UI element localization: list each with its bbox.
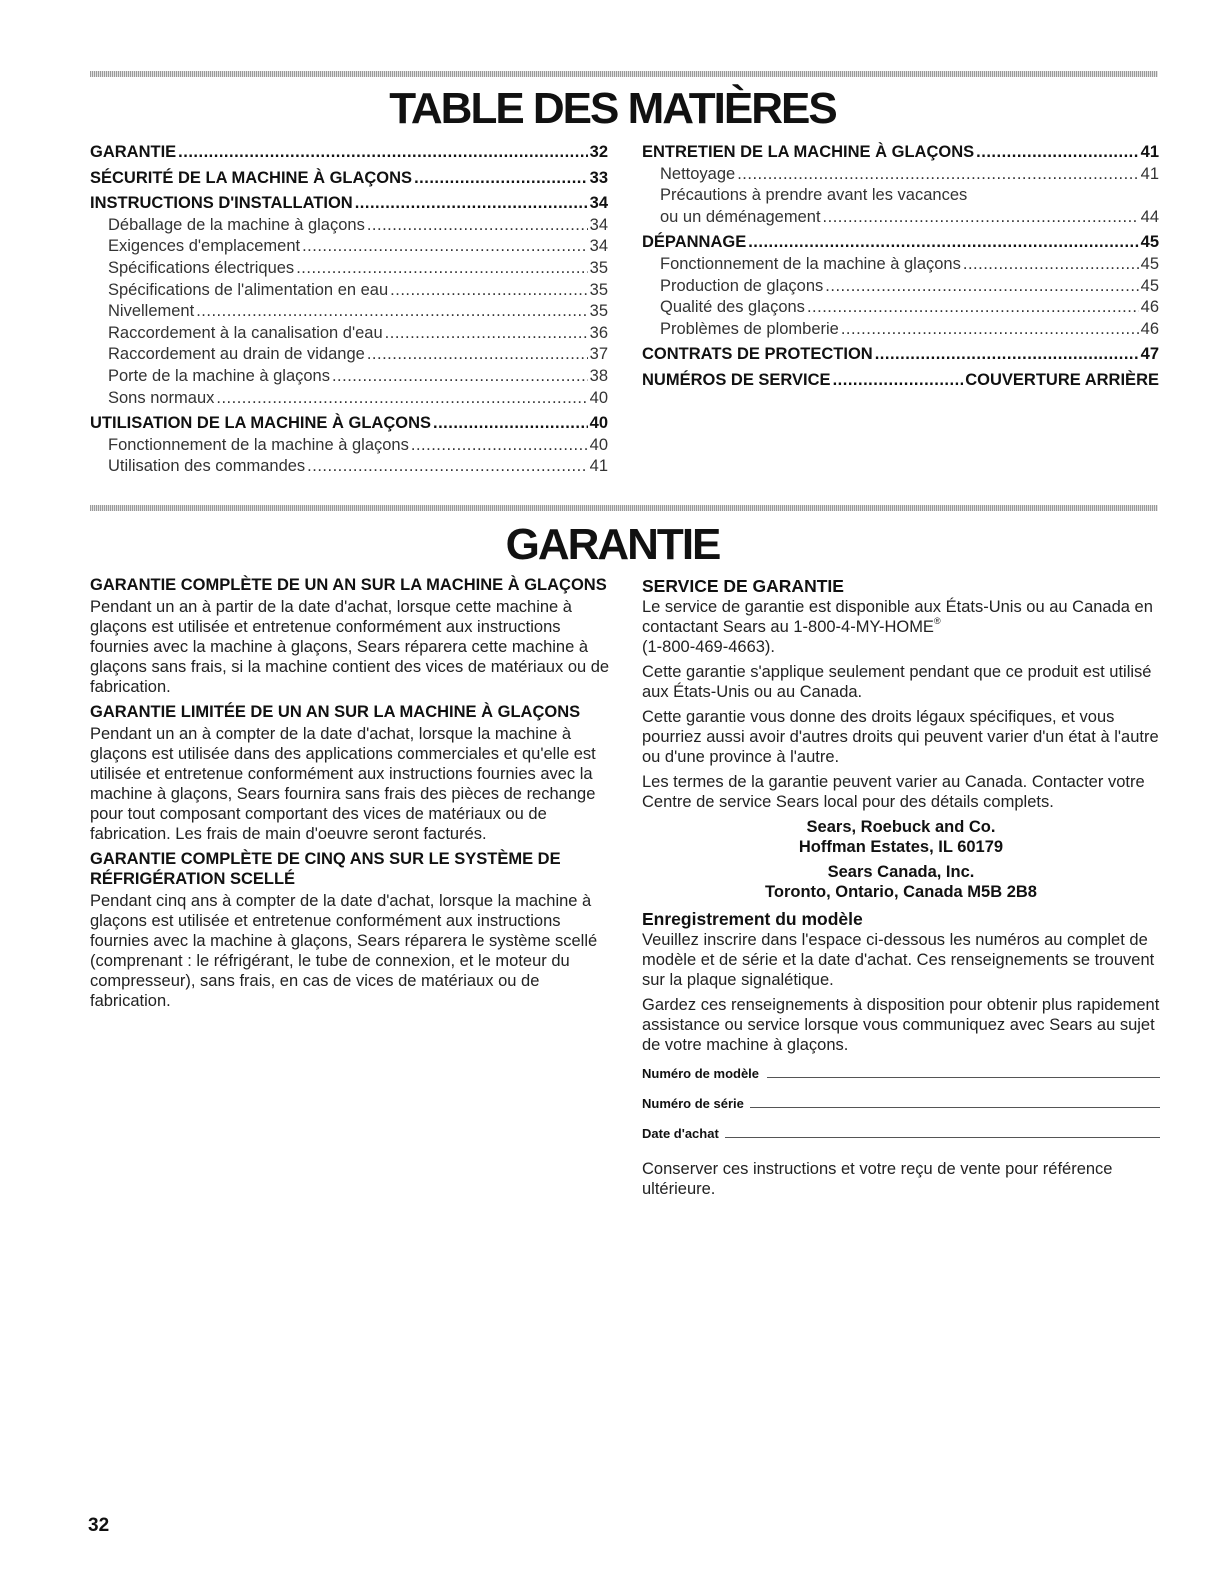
- toc-entry-page: 36: [589, 323, 608, 342]
- write-in-line[interactable]: [767, 1063, 1160, 1078]
- warranty-right-column: [642, 575, 1160, 1204]
- toc-entry-label: Raccordement à la canalisation d'eau: [108, 323, 383, 342]
- toc-leader-dots: [875, 344, 1139, 366]
- toc-entry-label: DÉPANNAGE: [642, 233, 747, 252]
- write-in-line[interactable]: [750, 1093, 1160, 1108]
- toc-entry-page: 41: [1140, 143, 1159, 161]
- registration-paragraph: Gardez ces renseignements à disposition pour obtenir plus rapidement assistance ou service lorsque vous communiquez avec Sears au sujet de votre machine à glaçons.: [642, 996, 1160, 1054]
- toc-entry-label: ou un déménagement: [660, 207, 821, 226]
- warranty-heading-one-year-full: GARANTIE COMPLÈTE DE UN AN SUR LA MACHINE À GLAÇONS: [90, 576, 607, 594]
- toc-entry-label: Fonctionnement de la machine à glaçons: [108, 435, 409, 454]
- toc-leader-dots: [385, 323, 588, 345]
- toc-right-column: [642, 142, 1159, 392]
- toc-entry[interactable]: [642, 207, 1159, 229]
- toc-entry-page: 40: [589, 388, 608, 407]
- toc-entry-label: UTILISATION DE LA MACHINE À GLAÇONS: [90, 414, 431, 433]
- toc-entry-page: 35: [589, 258, 608, 277]
- toc-entry-label: Utilisation des commandes: [108, 457, 306, 476]
- toc-leader-dots: [976, 142, 1138, 164]
- toc-entry-page: 32: [589, 143, 608, 161]
- toc-entry[interactable]: [642, 276, 1159, 298]
- serial-number-field[interactable]: [642, 1093, 1160, 1115]
- toc-entry-line[interactable]: [642, 185, 1159, 207]
- toc-entry[interactable]: [90, 456, 608, 478]
- warranty-title: GARANTIE: [505, 520, 720, 569]
- toc-entry-page: COUVERTURE ARRIÈRE: [965, 370, 1159, 389]
- toc-entry-page: 34: [589, 215, 608, 234]
- toc-leader-dots: [307, 456, 587, 478]
- toc-leader-dots: [390, 280, 587, 302]
- toc-entry-label: CONTRATS DE PROTECTION: [642, 345, 873, 364]
- toc-right-rest: [642, 232, 1159, 391]
- toc-entry-page: 35: [589, 302, 608, 321]
- toc-entry[interactable]: [642, 164, 1159, 186]
- toc-entry-label: Nettoyage: [660, 164, 736, 183]
- toc-entry[interactable]: [90, 215, 608, 237]
- service-phone: (1-800-469-4663).: [642, 638, 775, 656]
- top-divider: [90, 71, 1158, 77]
- toc-entry[interactable]: [90, 413, 608, 435]
- toc-entry-label: Fonctionnement de la machine à glaçons: [660, 254, 961, 273]
- toc-entry-label: SÉCURITÉ DE LA MACHINE À GLAÇONS: [90, 168, 413, 187]
- toc-entry-page: 45: [1140, 276, 1159, 295]
- toc-entry-page: 34: [589, 237, 608, 256]
- registration-paragraph: Veuillez inscrire dans l'espace ci-dessous les numéros au complet de modèle et de série et la date d'achat. Ces renseignements se trouvent sur la plaque signalétique.: [642, 931, 1155, 989]
- service-paragraph: Cette garantie vous donne des droits légaux spécifiques, et vous pourriez aussi avoir d'autres droits qui peuvent varier d'un état à l'autre ou d'une province à l'autre.: [642, 708, 1159, 766]
- warranty-heading-five-year: GARANTIE COMPLÈTE DE CINQ ANS SUR LE SYSTÈME DE RÉFRIGÉRATION SCELLÉ: [90, 850, 561, 888]
- toc-entry-label: Problèmes de plomberie: [660, 319, 839, 338]
- toc-left-column: [90, 142, 608, 478]
- toc-entry-page: 46: [1140, 298, 1159, 317]
- service-text: Le service de garantie est disponible aux États-Unis ou au Canada en contactant Sears au 1-800-4-MY-HOME: [642, 598, 1153, 636]
- toc-leader-dots: [302, 236, 588, 258]
- toc-leader-dots: [825, 276, 1138, 298]
- toc-entry[interactable]: [90, 323, 608, 345]
- toc-leader-dots: [823, 207, 1139, 229]
- warranty-paragraph: Pendant un an à compter de la date d'achat, lorsque la machine à glaçons est utilisée dans des applications commerciales et qu'elle est utilisée et entretenue conformément aux instructions fournies avec la machine à glaçons, Sears fournira sans frais des pièces de rechange pour tout composant comportant des vices de matériaux ou de fabrication. Les frais de main d'oeuvre seront facturés.: [90, 725, 596, 843]
- model-number-field[interactable]: [642, 1063, 1160, 1085]
- service-paragraph: [642, 597, 1160, 657]
- write-in-line[interactable]: [725, 1123, 1160, 1138]
- toc-entry-label: Exigences d'emplacement: [108, 237, 301, 256]
- warranty-paragraph: Pendant un an à partir de la date d'achat, lorsque cette machine à glaçons est utilisée et entretenue conformément aux instructions fournies avec la machine à glaçons, Sears réparera cette machine à glaçons sans frais, si la machine contient des vices de matériaux ou de fabrication.: [90, 598, 610, 696]
- toc-leader-dots: [963, 254, 1139, 276]
- address-line: Sears, Roebuck and Co.: [806, 818, 996, 836]
- toc-entry-page: 40: [589, 414, 608, 433]
- toc-entry-label: NUMÉROS DE SERVICE: [642, 370, 831, 389]
- service-paragraph: Les termes de la garantie peuvent varier au Canada. Contacter votre Centre de service Sears local pour des détails complets.: [642, 773, 1145, 811]
- toc-leader-dots: [841, 319, 1139, 341]
- toc-leader-dots: [178, 142, 587, 164]
- toc-entry-label: Qualité des glaçons: [660, 298, 805, 317]
- toc-entry-label: Sons normaux: [108, 388, 215, 407]
- middle-divider: [90, 505, 1158, 511]
- toc-entry[interactable]: [642, 232, 1159, 254]
- toc-entry-page: 34: [589, 194, 608, 213]
- toc-entry-label: Production de glaçons: [660, 276, 824, 295]
- toc-entry-label: INSTRUCTIONS D'INSTALLATION: [90, 194, 353, 213]
- toc-entry[interactable]: [642, 254, 1159, 276]
- toc-entry[interactable]: [90, 236, 608, 258]
- warranty-heading-one-year-limited: GARANTIE LIMITÉE DE UN AN SUR LA MACHINE À GLAÇONS: [90, 703, 581, 721]
- toc-leader-dots: [296, 258, 587, 280]
- registered-mark: ®: [933, 616, 941, 626]
- toc-entry[interactable]: [90, 258, 608, 280]
- toc-entry-page: 41: [589, 457, 608, 476]
- service-paragraph: Cette garantie s'applique seulement pendant que ce produit est utilisé aux États-Unis ou au Canada.: [642, 663, 1152, 701]
- toc-entry-page: 45: [1140, 233, 1159, 252]
- keep-instructions-note: Conserver ces instructions et votre reçu de vente pour référence ultérieure.: [642, 1160, 1113, 1198]
- toc-leader-dots: [367, 215, 588, 237]
- purchase-date-field[interactable]: [642, 1123, 1160, 1145]
- toc-entry-label: Précautions à prendre avant les vacances: [660, 186, 968, 205]
- toc-entry-page: 33: [589, 168, 608, 187]
- toc-leader-dots: [216, 388, 587, 410]
- toc-entry-page: 41: [1140, 164, 1159, 183]
- toc-entry-label: ENTRETIEN DE LA MACHINE À GLAÇONS: [642, 143, 975, 161]
- toc-entry[interactable]: [90, 142, 608, 164]
- toc-entry[interactable]: [90, 344, 608, 366]
- toc-entry[interactable]: [90, 388, 608, 410]
- field-label: Numéro de modèle: [642, 1066, 760, 1081]
- toc-entry-page: 45: [1140, 254, 1159, 273]
- toc-leader-dots: [355, 193, 588, 215]
- toc-entry[interactable]: [90, 366, 608, 388]
- toc-leader-dots: [411, 435, 588, 457]
- field-label: Numéro de série: [642, 1096, 744, 1111]
- toc-leader-dots: [332, 366, 588, 388]
- toc-entry-page: 37: [589, 345, 608, 364]
- toc-entry-label: Spécifications électriques: [108, 258, 295, 277]
- toc-entry-label: Spécifications de l'alimentation en eau: [108, 280, 389, 299]
- toc-entry[interactable]: [642, 319, 1159, 341]
- toc-leader-dots: [196, 301, 587, 323]
- toc-entry-page: 38: [589, 366, 608, 385]
- toc-entry[interactable]: [642, 344, 1159, 366]
- page-number: 32: [88, 1515, 110, 1536]
- service-heading: SERVICE DE GARANTIE: [642, 576, 844, 596]
- toc-entry[interactable]: [642, 297, 1159, 319]
- toc-entry-label: Déballage de la machine à glaçons: [108, 215, 365, 234]
- address-line: Sears Canada, Inc.: [827, 863, 975, 881]
- field-label: Date d'achat: [642, 1126, 719, 1141]
- toc-entry[interactable]: [90, 435, 608, 457]
- toc-entry-label: Nivellement: [108, 302, 195, 321]
- toc-entry-label: Porte de la machine à glaçons: [108, 366, 330, 385]
- toc-leader-dots: [833, 370, 964, 392]
- toc-entry[interactable]: [90, 280, 608, 302]
- toc-entry-page: 46: [1140, 319, 1159, 338]
- registration-heading: Enregistrement du modèle: [642, 909, 863, 929]
- toc-entry[interactable]: [90, 301, 608, 323]
- toc-entry[interactable]: [90, 193, 608, 215]
- toc-entry-page: 40: [589, 435, 608, 454]
- toc-leader-dots: [414, 168, 588, 190]
- toc-entry-page: 47: [1140, 345, 1159, 364]
- warranty-left-column: [90, 575, 610, 1016]
- toc-entry-label: GARANTIE: [90, 143, 177, 161]
- toc-entry[interactable]: [642, 142, 1159, 164]
- toc-entry-page: 44: [1140, 207, 1159, 226]
- toc-leader-dots: [807, 297, 1139, 319]
- toc-entry[interactable]: [90, 168, 608, 190]
- address-line: Hoffman Estates, IL 60179: [798, 838, 1004, 856]
- address-line: Toronto, Ontario, Canada M5B 2B8: [765, 883, 1037, 901]
- toc-entry-label: Raccordement au drain de vidange: [108, 345, 365, 364]
- toc-title: TABLE DES MATIÈRES: [389, 84, 836, 133]
- toc-leader-dots: [433, 413, 588, 435]
- toc-leader-dots: [737, 164, 1138, 186]
- warranty-paragraph: Pendant cinq ans à compter de la date d'achat, lorsque la machine à glaçons est utilisée et entretenue conformément aux instructions fournies avec la machine à glaçons, Sears réparera le système scellé (comprenant : le réfrigérant, le tube de connexion, et le moteur du compresseur), sans frais, en cas de vices de matériaux ou de fabrication.: [90, 892, 598, 1010]
- toc-entry-page: 35: [589, 280, 608, 299]
- toc-entry[interactable]: [642, 370, 1159, 392]
- toc-leader-dots: [748, 232, 1138, 254]
- toc-leader-dots: [367, 344, 588, 366]
